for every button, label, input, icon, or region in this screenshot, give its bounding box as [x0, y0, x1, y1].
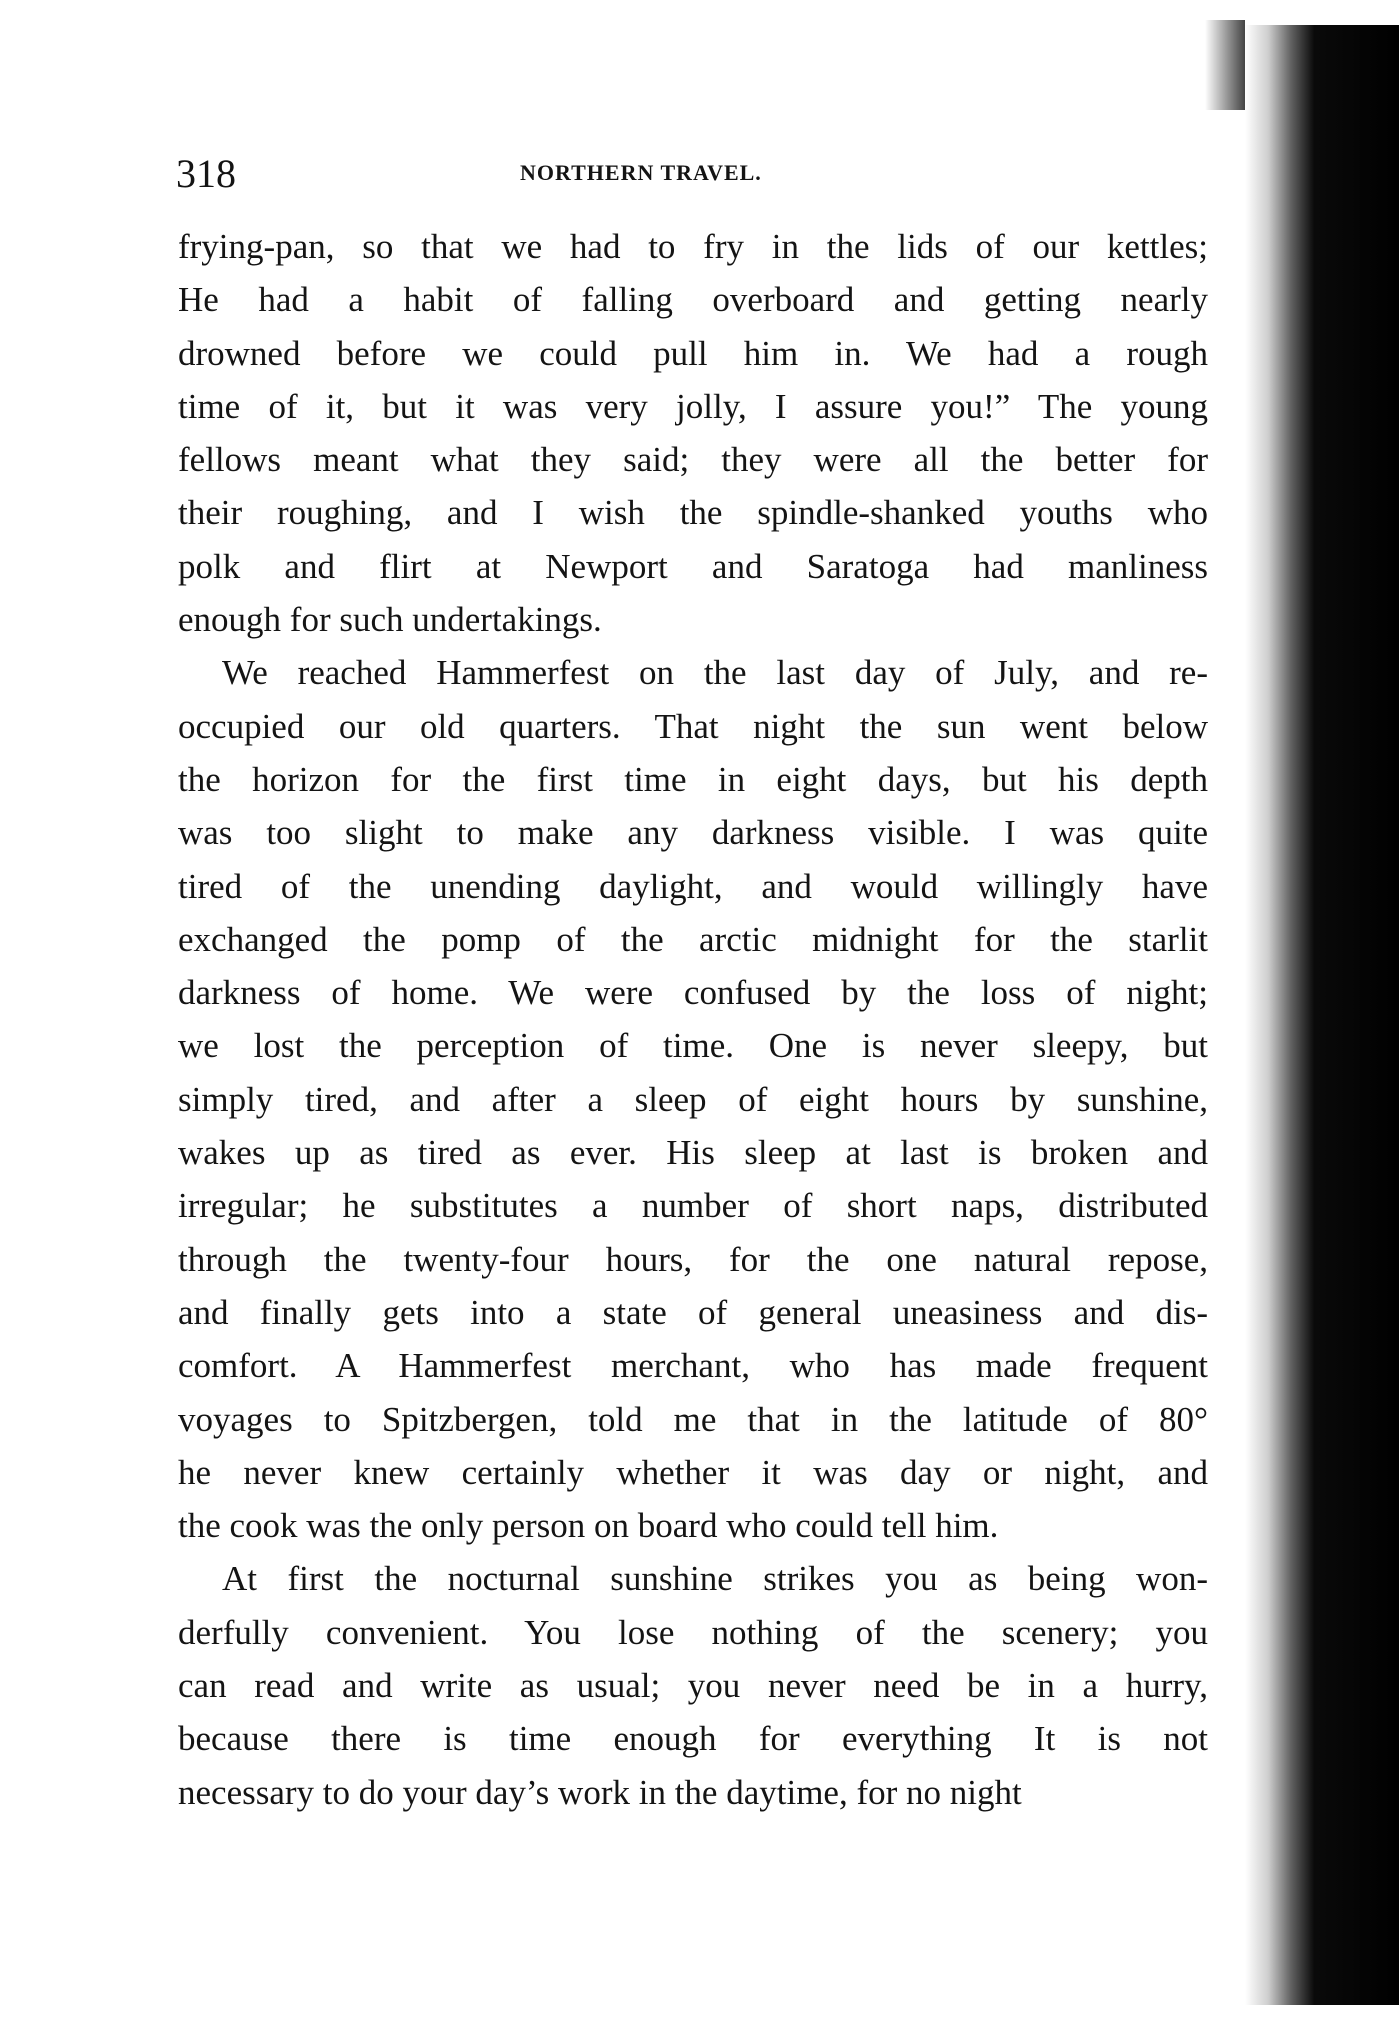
text-line: darkness of home. We were confused by the loss of night;	[178, 973, 1208, 1013]
text-line: time of it, but it was very jolly, I assure you!” The young	[178, 386, 1208, 426]
text-line: frying-pan, so that we had to fry in the lids of our kettles;	[178, 227, 1208, 266]
text-line: through the twenty-four hours, for the one natural repose,	[178, 1239, 1208, 1279]
text-line: necessary to do your day’s work in the daytime, for no night	[178, 1772, 1022, 1812]
text-line: the horizon for the first time in eight days, but his depth	[178, 759, 1208, 799]
page-number: 318	[176, 151, 236, 196]
text-line: comfort. A Hammerfest merchant, who has made frequent	[178, 1346, 1208, 1386]
text-line: occupied our old quarters. That night the sun went below	[178, 706, 1208, 746]
body-text	[178, 220, 1208, 1819]
text-line: fellows meant what they said; they were all the better for	[178, 440, 1208, 480]
text-line: can read and write as usual; you never need be in a hurry,	[178, 1666, 1208, 1706]
text-line: exchanged the pomp of the arctic midnight for the starlit	[178, 919, 1208, 959]
text-line: tired of the unending daylight, and would willingly have	[178, 866, 1208, 906]
text-line: At first the nocturnal sunshine strikes you as being won-	[222, 1559, 1208, 1599]
text-line: simply tired, and after a sleep of eight hours by sunshine,	[178, 1079, 1208, 1119]
text-line: he never knew certainly whether it was day or night, and	[178, 1452, 1208, 1492]
text-line: enough for such undertakings.	[178, 600, 602, 640]
text-line: their roughing, and I wish the spindle-shanked youths who	[178, 493, 1208, 533]
text-line: We reached Hammerfest on the last day of July, and re-	[222, 653, 1208, 693]
text-line: He had a habit of falling overboard and getting nearly	[178, 280, 1208, 320]
text-line: the cook was the only person on board who could tell him.	[178, 1506, 999, 1546]
text-line: irregular; he substitutes a number of short naps, distributed	[178, 1186, 1208, 1226]
text-line: drowned before we could pull him in. We had a rough	[178, 333, 1208, 373]
text-line: polk and flirt at Newport and Saratoga had manliness	[178, 546, 1208, 586]
text-line: we lost the perception of time. One is never sleepy, but	[178, 1026, 1208, 1066]
text-line: derfully convenient. You lose nothing of the scenery; you	[178, 1612, 1208, 1652]
running-head: NORTHERN TRAVEL.	[520, 160, 762, 185]
binding-shadow-top	[1205, 20, 1245, 110]
text-line: wakes up as tired as ever. His sleep at last is broken and	[178, 1133, 1208, 1173]
binding-shadow	[1245, 25, 1399, 2005]
text-line: voyages to Spitzbergen, told me that in the latitude of 80°	[178, 1399, 1208, 1439]
text-line: was too slight to make any darkness visible. I was quite	[178, 813, 1208, 853]
text-line: and finally gets into a state of general uneasiness and dis-	[178, 1292, 1208, 1332]
text-line: because there is time enough for everything It is not	[178, 1719, 1208, 1759]
